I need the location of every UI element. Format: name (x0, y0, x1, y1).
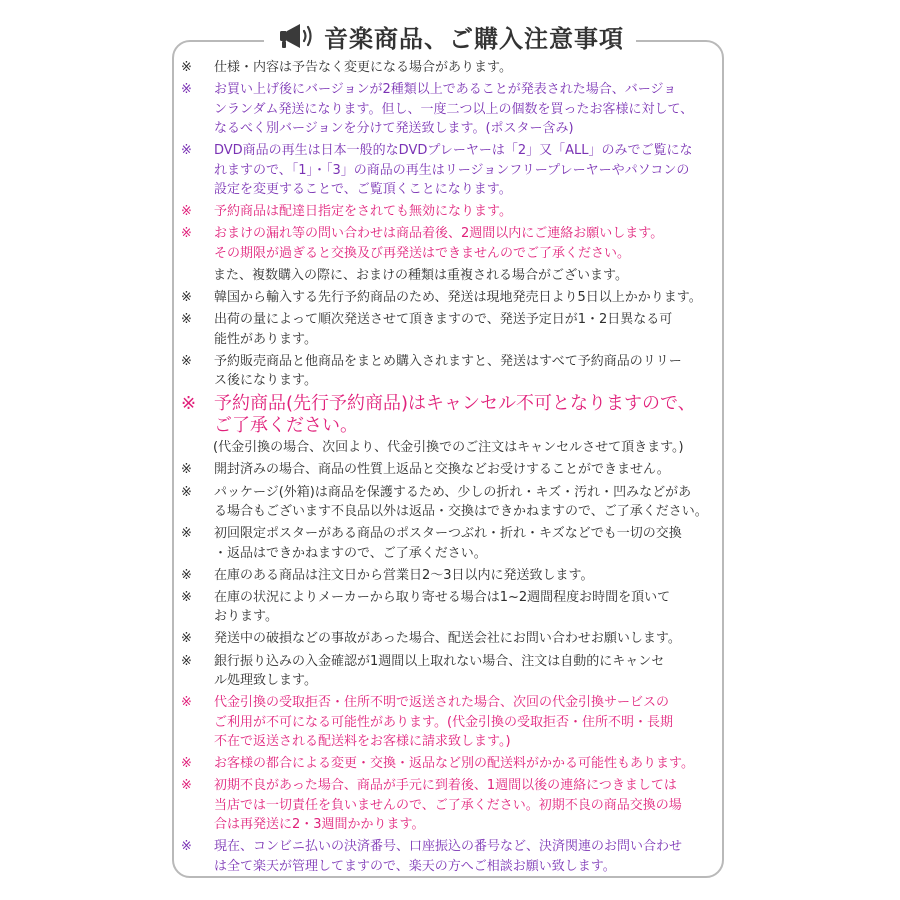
notice-text (214, 310, 720, 349)
notice-line: なるべく別バージョンを分けて発送致します。(ポスター含み) (214, 121, 574, 137)
notice-line: ンランダム発送になります。但し、一度二つ以上の個数を買ったお客様に対して、 (214, 101, 694, 117)
notice-line: お客様の都合による変更・交換・返品など別の配送料がかかる可能性もあります。 (214, 756, 694, 772)
notice-text (214, 754, 720, 774)
notice-text (214, 524, 720, 563)
notice-line: 在庫のある商品は注文日から営業日2～3日以内に発送致します。 (214, 567, 594, 583)
bullet-mark: ※ (181, 567, 192, 583)
notice-line: お買い上げ後にバージョンが2種類以上であることが発表された場合、バージョ (214, 82, 677, 98)
bullet-mark: ※ (181, 353, 192, 369)
notice-line: れますので、「1」・「3」の商品の再生はリージョンフリープレーヤーやパソコンの (214, 162, 690, 178)
notice-text (214, 629, 720, 649)
bullet-mark: ※ (181, 756, 192, 772)
notice-line: 韓国から輸入する先行予約商品のため、発送は現地発売日より5日以上かかります。 (214, 290, 702, 306)
bullet-mark: ※ (181, 60, 192, 75)
notice-subnote: また、複数購入の際に、おまけの種類は重複される場合がございます。 (213, 267, 628, 283)
notice-item (180, 393, 720, 437)
notice-item (180, 141, 720, 200)
notice-text (214, 483, 720, 522)
notice-text (214, 693, 720, 752)
notice-item (180, 652, 720, 691)
notice-item (180, 776, 720, 835)
bullet-mark: ※ (181, 695, 192, 711)
notice-text (214, 460, 720, 480)
notice-line: は全て楽天が管理してますので、楽天の方へご相談お願い致します。 (214, 858, 616, 874)
notice-line: 初回限定ポスターがある商品のポスターつぶれ・折れ・キズなどでも一切の交換 (214, 526, 682, 542)
notice-line: 合は再発送に2・3週間かかります。 (214, 817, 425, 833)
notice-item (180, 352, 720, 391)
notice-line: 設定を変更することで、ご覧頂くことになります。 (214, 182, 512, 198)
bullet-mark: ※ (181, 312, 192, 328)
notice-line: 出荷の量によって順次発送させて頂きますので、発送予定日が1・2日異なる可 (214, 312, 673, 328)
notice-text (214, 652, 720, 691)
notice-text (214, 202, 720, 222)
bullet-mark: ※ (181, 143, 192, 159)
bullet-mark: ※ (181, 462, 192, 478)
notice-line: 予約商品(先行予約商品)はキャンセル不可となりますので、 (214, 393, 696, 415)
notice-subnote: (代金引換の場合、次回より、代金引換でのご注文はキャンセルさせて頂きます。) (213, 440, 684, 456)
notice-line: その期限が過ぎると交換及び再発送はできませんのでご了承ください。 (214, 245, 631, 261)
notice-text (214, 776, 720, 835)
notice-item (180, 310, 720, 349)
notice-item (180, 483, 720, 522)
notice-line: 予約商品は配達日指定をされても無効になります。 (214, 204, 512, 220)
notice-line: 在庫の状況によりメーカーから取り寄せる場合は1~2週間程度お時間を頂いて (214, 589, 671, 605)
bullet-mark: ※ (181, 393, 197, 415)
notice-text (214, 224, 720, 263)
notice-item (180, 460, 720, 480)
title-box (264, 14, 636, 58)
notice-line: 開封済みの場合、商品の性質上返品と交換などお受けすることができません。 (214, 462, 670, 478)
notice-list (180, 58, 720, 879)
notice-line: 仕様・内容は予告なく変更になる場合があります。 (214, 60, 512, 75)
bullet-mark: ※ (181, 653, 192, 669)
notice-line: ご了承ください。 (214, 415, 358, 437)
notice-line: 予約販売商品と他商品をまとめ購入されますと、発送はすべて予約商品のリリー (214, 353, 682, 369)
notice-item (180, 202, 720, 222)
notice-text (214, 352, 720, 391)
notice-text (214, 80, 720, 139)
megaphone-icon (276, 19, 316, 53)
notice-item (180, 224, 720, 263)
notice-text (214, 837, 720, 876)
notice-item (180, 288, 720, 308)
notice-item (180, 80, 720, 139)
notice-line: 能性があります。 (214, 331, 317, 347)
bullet-mark: ※ (181, 839, 192, 855)
notice-line: 不在で返送される配送料をお客様に請求致します。) (214, 734, 511, 750)
page-title: 音楽商品、ご購入注意事項 (324, 24, 624, 53)
notice-line: 代金引換の受取拒否・住所不明で返送された場合、次回の代金引換サービスの (214, 695, 670, 711)
bullet-mark: ※ (181, 526, 192, 542)
notice-line: パッケージ(外箱)は商品を保護するため、少しの折れ・キズ・汚れ・凹みなどがあ (214, 484, 692, 500)
notice-line: 発送中の破損などの事故があった場合、配送会社にお問い合わせお願いします。 (214, 631, 681, 647)
bullet-mark: ※ (181, 290, 192, 306)
notice-text (214, 393, 720, 437)
notice-item (180, 837, 720, 876)
notice-item (180, 58, 720, 78)
notice-line: ご利用が不可になる可能性があります。(代金引換の受取拒否・住所不明・長期 (214, 714, 674, 730)
notice-text (214, 58, 720, 78)
notice-item (180, 588, 720, 627)
notice-text (214, 141, 720, 200)
notice-item (180, 629, 720, 649)
notice-item (180, 754, 720, 774)
notice-line: ・返品はできかねますので、ご了承ください。 (214, 545, 487, 561)
bullet-mark: ※ (181, 204, 192, 220)
notice-line: おります。 (214, 609, 278, 625)
notice-item (180, 693, 720, 752)
notice-line: DVD商品の再生は日本一般的なDVDプレーヤーは「2」又「ALL」のみでご覧にな (214, 143, 693, 159)
bullet-mark: ※ (181, 484, 192, 500)
notice-line: おまけの漏れ等の問い合わせは商品着後、2週間以内にご連絡お願いします。 (214, 226, 664, 242)
notice-line: る場合もございます不良品以外は返品・交換はできかねますので、ご了承ください。 (214, 504, 708, 520)
title-bar (0, 14, 900, 58)
notice-line: 初期不良があった場合、商品が手元に到着後、1週間以後の連絡につきましては (214, 778, 677, 794)
bullet-mark: ※ (181, 778, 192, 794)
notice-line: 現在、コンビニ払いの決済番号、口座振込の番号など、決済関連のお問い合わせ (214, 839, 683, 855)
notice-line: ス後になります。 (214, 373, 317, 389)
bullet-mark: ※ (181, 226, 192, 242)
notice-line: 銀行振り込みの入金確認が1週間以上取れない場合、注文は自動的にキャンセ (214, 653, 665, 669)
bullet-mark: ※ (181, 82, 192, 98)
notice-item (180, 566, 720, 586)
notice-text (214, 566, 720, 586)
bullet-mark: ※ (181, 589, 192, 605)
bullet-mark: ※ (181, 631, 192, 647)
notice-item (180, 524, 720, 563)
notice-text (214, 588, 720, 627)
notice-text (214, 288, 720, 308)
notice-line: 当店では一切責任を負いませんので、ご了承ください。初期不良の商品交換の場 (214, 797, 682, 813)
notice-line: ル処理致します。 (214, 673, 317, 688)
